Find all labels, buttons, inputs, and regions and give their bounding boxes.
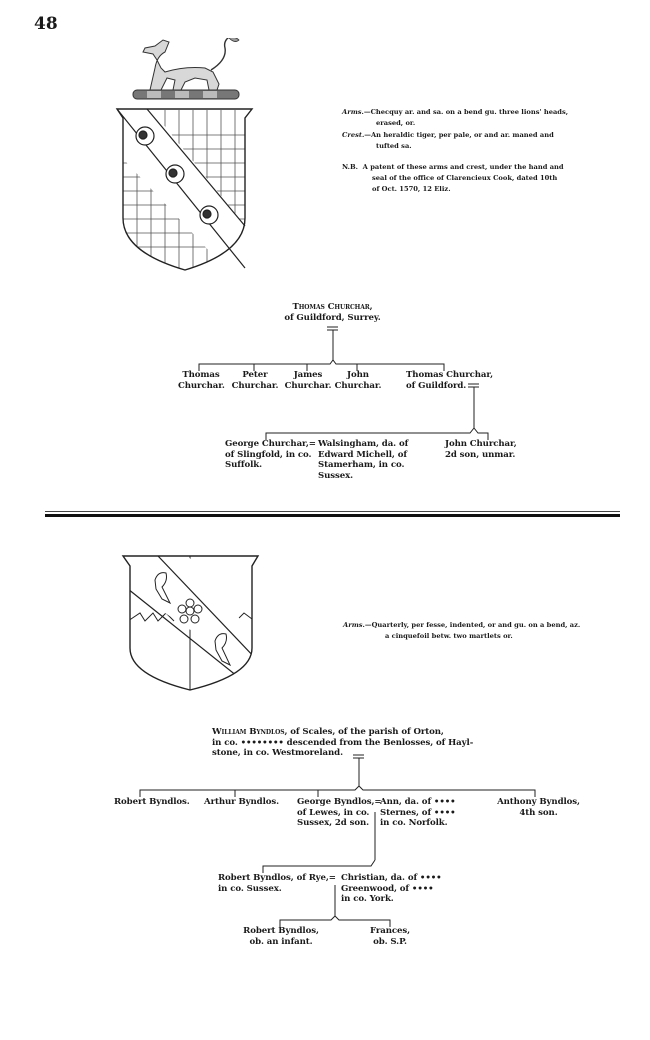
person-line: 2d son, unmar.: [445, 449, 516, 460]
person-line: Ann, da. of ••••: [380, 797, 456, 807]
person-line: George Churchar,: [225, 439, 309, 449]
person-line: Sussex.: [318, 470, 354, 481]
son-line: Churchar.: [284, 380, 332, 391]
person-line: Robert Byndlos, of Rye,: [218, 873, 329, 883]
person-line: Frances,: [369, 926, 411, 936]
son-anthony-byndlos: [496, 797, 581, 818]
person-line: George Byndlos,: [297, 797, 375, 807]
son-line: John: [347, 370, 369, 380]
person-line: Sussex, 2d son.: [297, 818, 369, 829]
arms-label: Arms.: [342, 108, 364, 116]
person-line: in co. •••••••• descended from the Benlosses, of Hayl-: [212, 737, 474, 748]
person-line: Suffolk.: [225, 460, 262, 471]
son-line: Thomas Churchar,: [406, 370, 494, 380]
crest-text: —An heraldic tiger, per pale, or and ar. maned and: [364, 130, 554, 139]
person-line: ob. S.P.: [373, 936, 407, 947]
nb-text: A patent of these arms and crest, under the hand and: [362, 162, 564, 171]
person-line: ob. an infant.: [249, 936, 313, 947]
page-number: 48: [34, 14, 58, 34]
son-line: Thomas: [182, 370, 220, 380]
byndlos-blazon: [343, 620, 580, 643]
crest-label: Crest.: [342, 130, 365, 139]
son-john: [334, 370, 382, 391]
nb-text-cont2: of Oct. 1570, 12 Eliz.: [372, 185, 451, 194]
son-line: of Guildford.: [406, 380, 467, 391]
person-line: 4th son.: [519, 807, 558, 818]
son-thomas: [178, 370, 224, 391]
person-line: Anthony Byndlos,: [497, 797, 580, 807]
nb-text-cont: seal of the office of Clarencieux Cook, dated 10th: [372, 174, 558, 183]
son-robert-byndlos: [114, 797, 190, 808]
grandson-george-churchar: [225, 439, 316, 471]
person-line: Robert Byndlos,: [243, 926, 319, 936]
person-line: in co. Norfolk.: [380, 818, 448, 829]
person-line: Robert Byndlos.: [114, 797, 190, 807]
spouse-ann: [380, 797, 456, 829]
arms-label: Arms.: [343, 621, 365, 629]
section-divider-thin: [45, 511, 620, 512]
great-grandchild-robert-byndlos: [236, 926, 326, 947]
person-line: in co. Sussex.: [218, 883, 282, 894]
person-line: Edward Michell, of: [318, 449, 407, 460]
progenitor-william-byndlos: [212, 727, 473, 759]
person-line: Arthur Byndlos.: [204, 797, 280, 807]
spouse-walsingham: [318, 439, 408, 481]
person-line: of Lewes, in co.: [297, 807, 370, 818]
person-line: stone, in co. Westmoreland.: [212, 748, 343, 759]
son-line: Churchar.: [334, 380, 382, 391]
son-james: [283, 370, 333, 391]
marriage-symbol: =: [328, 873, 336, 883]
son-line: Churchar.: [178, 380, 225, 391]
person-line: Walsingham, da. of: [318, 439, 409, 449]
arms-text: —Quarterly, per fesse, indented, or and gu. on a bend, az.: [364, 621, 581, 629]
spouse-christian: [341, 873, 442, 905]
great-grandchild-frances: [360, 926, 420, 947]
person-line: of Slingfold, in co.: [225, 449, 312, 460]
son-line: Churchar.: [231, 380, 279, 391]
son-george-byndlos: [297, 797, 382, 829]
person-line: Greenwood, of ••••: [341, 883, 434, 894]
person-line: Stamerham, in co.: [318, 460, 405, 471]
person-name: William Byndlos,: [212, 727, 288, 737]
arms-text: —Checquy ar. and sa. on a bend gu. three lions' heads,: [363, 108, 569, 116]
marriage-symbol: =: [374, 797, 382, 807]
son-line: Peter: [242, 370, 268, 380]
arms-text-cont: erased, or.: [376, 119, 416, 128]
crest-text-cont: tufted sa.: [376, 142, 412, 151]
arms-text-cont: a cinquefoil betw. two martlets or.: [385, 632, 513, 641]
son-line: James: [293, 370, 323, 380]
son-peter: [230, 370, 280, 391]
grandson-robert-byndlos-of-rye: [218, 873, 336, 894]
progenitor-thomas-churchar: [270, 302, 395, 323]
person-name: Thomas Churchar,: [292, 302, 373, 312]
person-line: of Scales, of the parish of Orton,: [287, 727, 444, 737]
person-line: Christian, da. of ••••: [341, 873, 442, 883]
person-line: in co. York.: [341, 894, 394, 905]
byndlos-coat-of-arms: [118, 553, 263, 693]
son-arthur-byndlos: [204, 797, 279, 808]
person-line: John Churchar,: [445, 439, 517, 449]
person-place: of Guildford, Surrey.: [284, 312, 381, 323]
nb-label: N.B.: [342, 162, 358, 171]
section-divider-thick: [45, 514, 620, 517]
son-thomas-of-guildford: [406, 370, 493, 391]
person-line: Sternes, of ••••: [380, 807, 456, 818]
marriage-symbol: =: [308, 439, 316, 449]
grandson-john-churchar: [445, 439, 517, 460]
